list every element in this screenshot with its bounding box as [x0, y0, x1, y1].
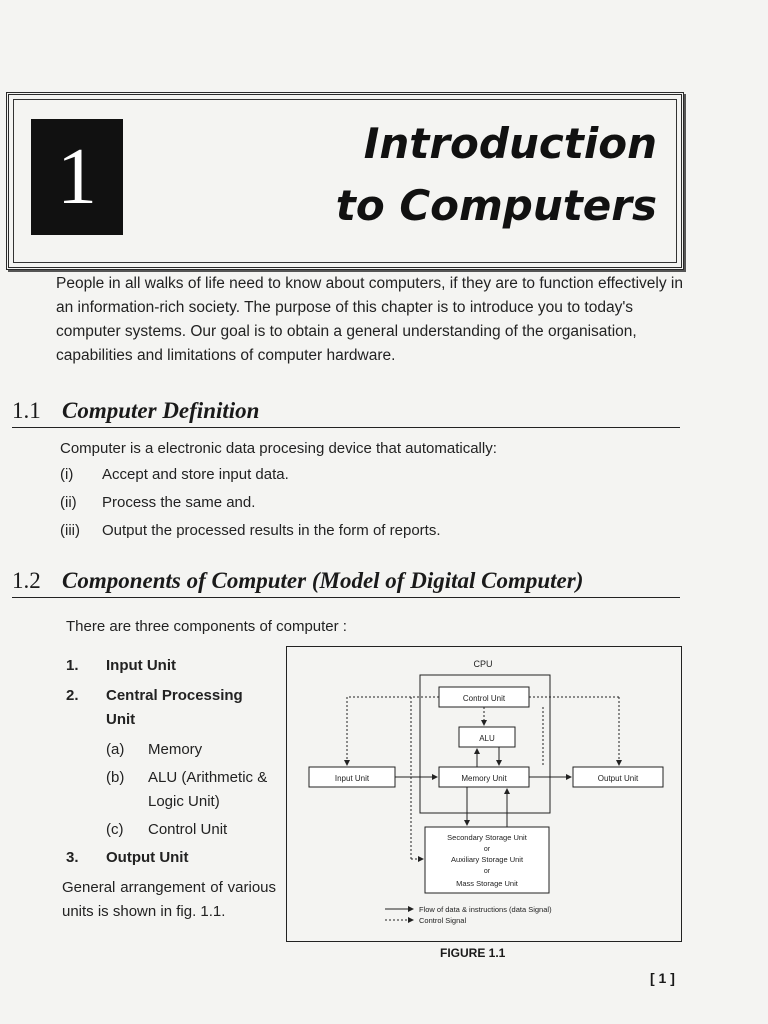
sub-item-text: Control Unit — [148, 821, 228, 838]
list-item-mark: (iii) — [60, 522, 80, 539]
sub-item-text: Memory — [148, 741, 203, 758]
closing-text: General arrangement of various units is shown in fig. 1.1. — [62, 879, 276, 920]
section-1-heading — [12, 398, 680, 428]
list-item — [60, 522, 441, 550]
definition-list — [60, 466, 441, 550]
figure-caption: FIGURE 1.1 — [440, 946, 506, 960]
intro-paragraph: People in all walks of life need to know about computers, if they are to function effectively in an information-rich society. The purpose of this chapter is to introduce you to today's computer systems. Our goal is to obtain a general understanding of the organisation, capabilities and limitations of computer hardware. — [56, 275, 683, 364]
storage-or1: or — [483, 846, 491, 853]
cpu-label: CPU — [473, 659, 493, 669]
legend-control-text: Control Signal — [419, 916, 467, 925]
list-item — [66, 654, 276, 678]
list-item — [60, 494, 441, 522]
chapter-heading-box — [6, 92, 684, 270]
storage-line1: Secondary Storage Unit — [447, 833, 527, 842]
list-item-label: Output Unit — [106, 849, 189, 866]
section-1-title: Computer Definition — [62, 398, 260, 423]
section-2-heading — [12, 568, 680, 598]
output-unit-label: Output Unit — [597, 774, 639, 783]
chapter-title-line2: to Computers — [335, 181, 657, 230]
memory-unit-label: Memory Unit — [461, 774, 507, 783]
storage-line2: Auxiliary Storage Unit — [450, 855, 524, 864]
control-unit-label: Control Unit — [462, 694, 506, 703]
figure-block-diagram — [286, 646, 682, 942]
block-diagram — [287, 647, 681, 941]
sub-item-mark: (a) — [106, 741, 125, 758]
section-1-lead: Computer is a electronic data procesing device that automatically: — [60, 440, 497, 457]
alu-label: ALU — [479, 734, 495, 743]
list-item-mark: (ii) — [60, 494, 77, 511]
page-number: [ 1 ] — [650, 970, 675, 986]
sub-item-text: ALU (Arithmetic & Logic Unit) — [148, 769, 268, 810]
section-2-lead: There are three components of computer : — [66, 618, 347, 635]
storage-line3: Mass Storage Unit — [456, 879, 518, 888]
section-2-title: Components of Computer (Model of Digital Computer) — [62, 568, 584, 593]
list-item-text: Accept and store input data. — [102, 466, 289, 483]
section-1-number: 1.1 — [12, 398, 41, 423]
storage-or2: or — [483, 868, 491, 875]
list-item — [66, 684, 276, 732]
chapter-number: 1 — [31, 119, 123, 235]
components-list — [62, 654, 276, 924]
list-item — [60, 466, 441, 494]
list-item-text: Output the processed results in the form of reports. — [102, 522, 441, 539]
chapter-title — [336, 113, 657, 237]
input-unit-label: Input Unit — [334, 774, 370, 783]
list-item-mark: (i) — [60, 466, 74, 483]
sub-item-mark: (b) — [106, 769, 125, 786]
list-item-number: 2. — [66, 687, 79, 704]
list-item-text: Process the same and. — [102, 494, 256, 511]
section-2-number: 1.2 — [12, 568, 41, 593]
list-item-label: Central Processing Unit — [106, 687, 243, 728]
sub-item — [106, 738, 276, 762]
list-item-number: 3. — [66, 849, 79, 866]
list-item — [66, 846, 276, 870]
chapter-title-line1: Introduction — [363, 119, 657, 168]
sub-item-mark: (c) — [106, 821, 124, 838]
list-item-number: 1. — [66, 657, 79, 674]
legend-data-text: Flow of data & instructions (data Signal) — [419, 905, 552, 914]
list-item-label: Input Unit — [106, 657, 176, 674]
sub-item — [106, 766, 276, 814]
sub-item — [106, 818, 276, 842]
